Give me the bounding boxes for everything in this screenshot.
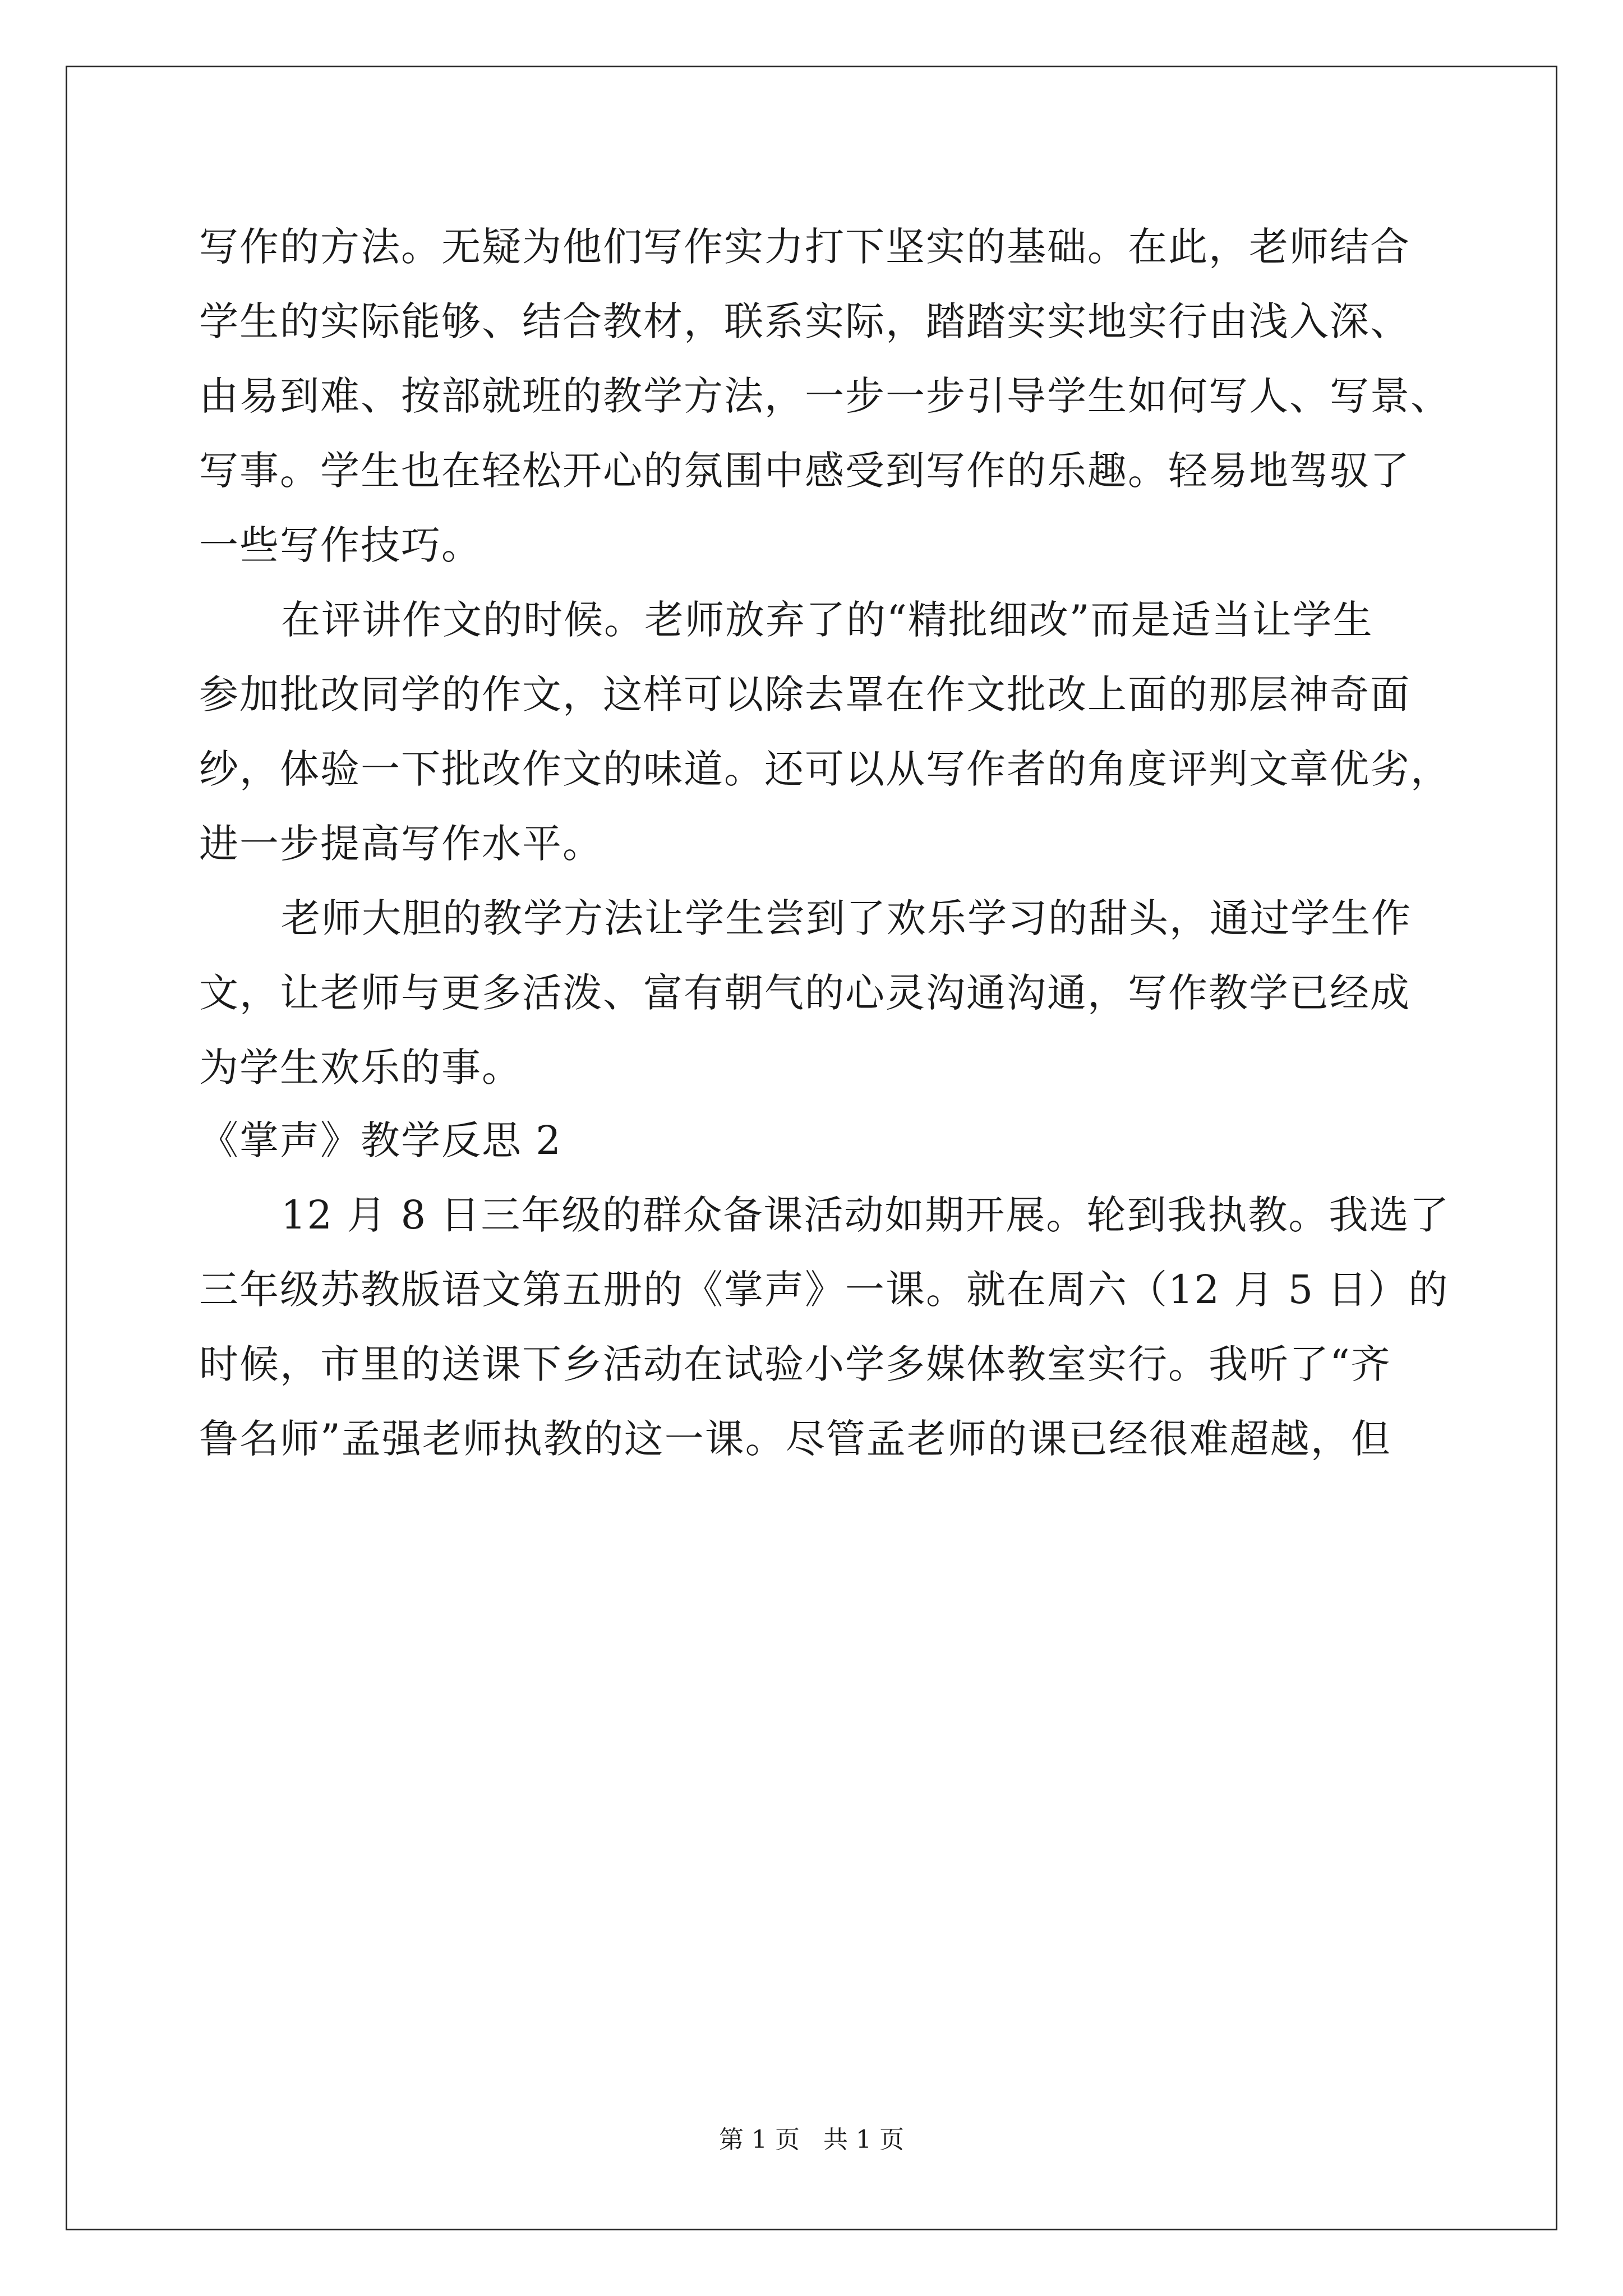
text-line: 由易到难、按部就班的教学方法，一步一步引导学生如何写人、写景、 xyxy=(199,373,1451,419)
text-line: 三年级苏教版语文第五册的《掌声》一课。就在周六（12 月 5 日）的 xyxy=(199,1267,1449,1313)
text-line: 写事。学生也在轻松开心的氛围中感受到写作的乐趣。轻易地驾驭了 xyxy=(199,448,1410,494)
page-footer xyxy=(0,2123,1623,2157)
text-line: 文，让老师与更多活泼、富有朝气的心灵沟通沟通，写作教学已经成 xyxy=(199,970,1410,1016)
page-number-total: 共 1 页 xyxy=(823,2125,904,2154)
text-line: 参加批改同学的作文，这样可以除去罩在作文批改上面的那层神奇面 xyxy=(199,671,1410,717)
text-line: 进一步提高写作水平。 xyxy=(199,821,603,867)
text-line: 老师大胆的教学方法让学生尝到了欢乐学习的甜头，通过学生作 xyxy=(281,895,1412,941)
text-line: 12 月 8 日三年级的群众备课活动如期开展。轮到我执教。我选了 xyxy=(281,1192,1450,1238)
text-line: 纱，体验一下批改作文的味道。还可以从写作者的角度评判文章优劣， xyxy=(199,746,1451,792)
text-line: 在评讲作文的时候。老师放弃了的“精批细改”而是适当让学生 xyxy=(281,597,1373,643)
section-heading: 《掌声》教学反思 2 xyxy=(199,1117,562,1163)
text-line: 学生的实际能够、结合教材，联系实际，踏踏实实地实行由浅入深、 xyxy=(199,298,1410,344)
text-line: 一些写作技巧。 xyxy=(199,522,482,568)
text-line: 写作的方法。无疑为他们写作实力打下坚实的基础。在此，老师结合 xyxy=(199,224,1410,270)
text-line: 时候，市里的送课下乡活动在试验小学多媒体教室实行。我听了“齐 xyxy=(199,1341,1391,1387)
text-line: 为学生欢乐的事。 xyxy=(199,1045,522,1091)
page-number-current: 第 1 页 xyxy=(719,2125,800,2154)
text-line: 鲁名师”孟强老师执教的这一课。尽管孟老师的课已经很难超越，但 xyxy=(199,1416,1391,1462)
